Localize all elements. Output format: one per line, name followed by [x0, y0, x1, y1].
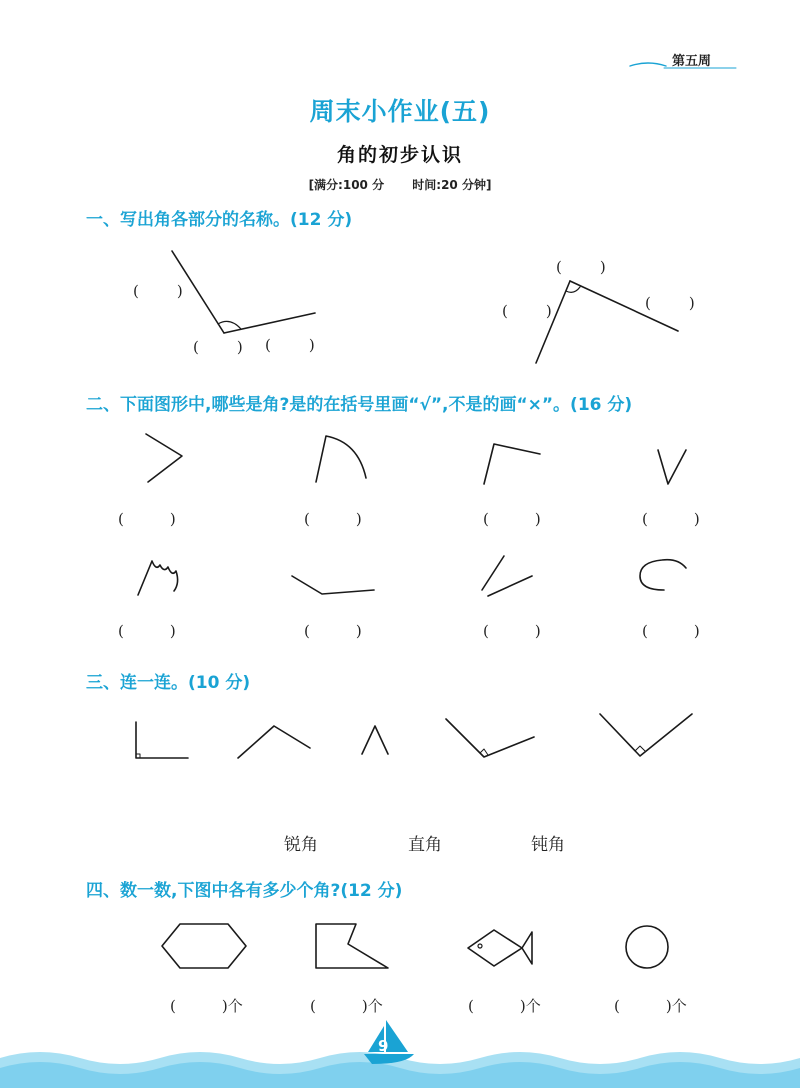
blank-1d[interactable]: ( ) — [556, 258, 606, 276]
label-right[interactable]: 直角 — [408, 835, 442, 855]
blank-2-6[interactable]: ( ) — [304, 622, 362, 640]
label-obtuse[interactable]: 钝角 — [531, 835, 565, 855]
blank-1a[interactable]: ( ) — [133, 282, 183, 300]
figure-2-4 — [652, 444, 692, 489]
page-subtitle: 角的初步认识 — [336, 144, 463, 166]
angle-acute-1 — [358, 722, 394, 758]
week-tag: 第五周 — [672, 54, 712, 69]
angle-right-2 — [596, 710, 696, 762]
blank-2-7[interactable]: ( ) — [483, 622, 541, 640]
page-number: 9 — [378, 1037, 389, 1055]
section-3-heading: 三、连一连。(10 分) — [86, 673, 251, 693]
time-info: 时间:20 分钟] — [412, 178, 492, 192]
angle-obtuse-2 — [442, 715, 538, 763]
section-1-heading: 一、写出角各部分的名称。(12 分) — [86, 210, 353, 230]
figure-2-3 — [478, 440, 548, 490]
page-title: 周末小作业(五) — [309, 97, 491, 126]
blank-1e[interactable]: ( ) — [502, 302, 552, 320]
circle-shape — [622, 922, 672, 972]
hexagon-shape — [158, 920, 250, 972]
figure-2-5 — [132, 555, 187, 600]
score-info: [满分:100 分 — [308, 178, 385, 192]
figure-2-6 — [286, 570, 381, 600]
figure-2-8 — [634, 556, 694, 596]
angle-right-1 — [132, 718, 192, 763]
blank-2-3[interactable]: ( ) — [483, 510, 541, 528]
figure-2-2 — [306, 432, 371, 487]
label-acute[interactable]: 锐角 — [284, 835, 318, 855]
blank-2-4[interactable]: ( ) — [642, 510, 700, 528]
angle-diagram-2 — [530, 275, 690, 370]
count-blank-4[interactable]: ( )个 — [614, 997, 687, 1015]
section-2-heading: 二、下面图形中,哪些是角?是的在括号里画“√”,不是的画“×”。(16 分) — [86, 395, 633, 415]
count-blank-1[interactable]: ( )个 — [170, 997, 243, 1015]
figure-2-1 — [140, 430, 190, 490]
count-blank-3[interactable]: ( )个 — [468, 997, 541, 1015]
fish-shape — [464, 926, 536, 970]
blank-1c[interactable]: ( ) — [265, 336, 315, 354]
blank-2-2[interactable]: ( ) — [304, 510, 362, 528]
blank-1b[interactable]: ( ) — [193, 338, 243, 356]
pentagon-shape — [312, 920, 392, 972]
blank-2-5[interactable]: ( ) — [118, 622, 176, 640]
score-time-info — [0, 176, 800, 193]
blank-2-8[interactable]: ( ) — [642, 622, 700, 640]
figure-2-7 — [478, 552, 538, 600]
blank-1f[interactable]: ( ) — [645, 294, 695, 312]
section-4-heading: 四、数一数,下图中各有多少个角?(12 分) — [86, 881, 403, 901]
boat-icon — [362, 1016, 418, 1064]
count-blank-2[interactable]: ( )个 — [310, 997, 383, 1015]
angle-obtuse-1 — [234, 720, 314, 762]
blank-2-1[interactable]: ( ) — [118, 510, 176, 528]
